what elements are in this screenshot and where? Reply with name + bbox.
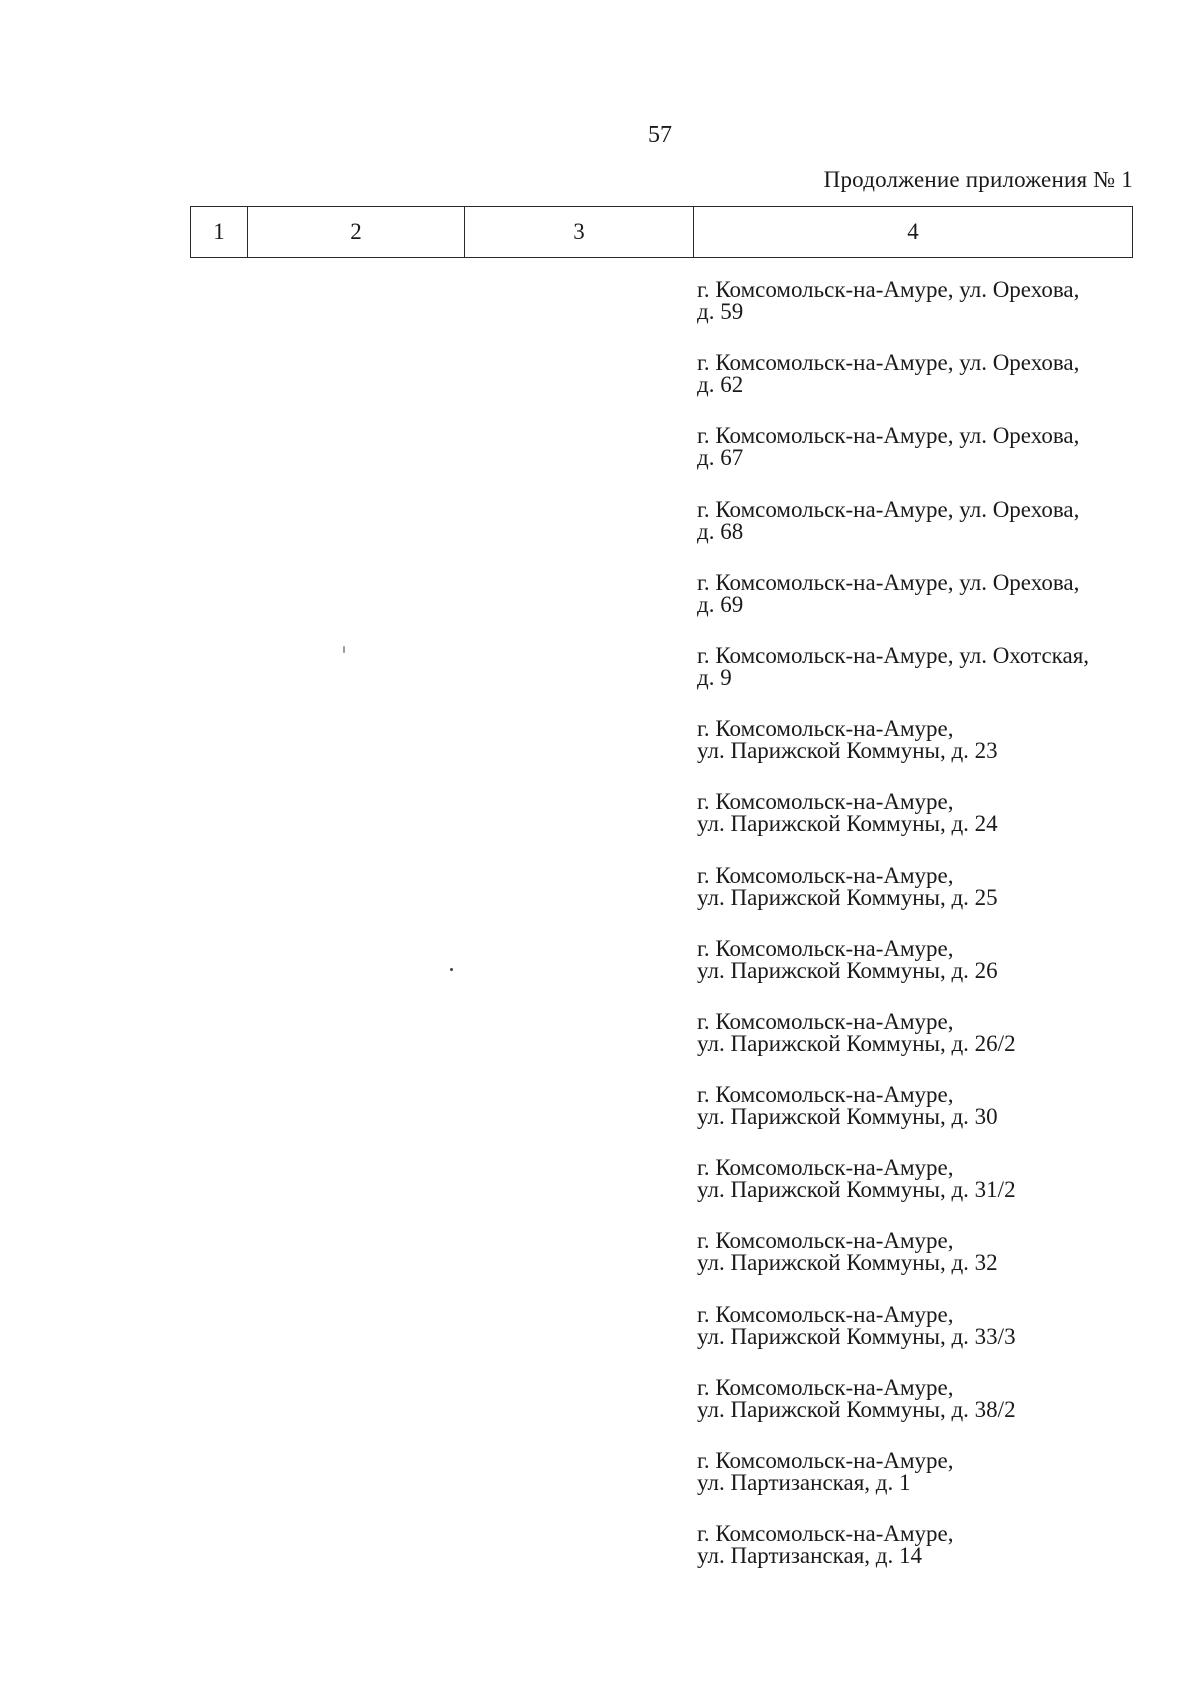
address-line-house: д. 9	[697, 664, 732, 690]
column-header-2: 2	[248, 207, 465, 258]
address-line-city: г. Комсомольск-на-Амуре,	[697, 716, 954, 742]
address-line-house: д. 68	[697, 518, 744, 544]
address-line-street: ул. Парижской Коммуны, д. 32	[697, 1250, 998, 1276]
address-line-street: ул. Парижской Коммуны, д. 31/2	[697, 1177, 1016, 1203]
address-entry	[697, 1301, 1137, 1377]
column-header-3: 3	[465, 207, 694, 258]
address-line-street: ул. Парижской Коммуны, д. 26/2	[697, 1030, 1016, 1056]
address-line-city: г. Комсомольск-на-Амуре,	[697, 1374, 954, 1400]
address-line-city: г. Комсомольск-на-Амуре, ул. Охотская,	[697, 642, 1090, 668]
address-line-street: ул. Парижской Коммуны, д. 26	[697, 957, 998, 983]
address-line-city: г. Комсомольск-на-Амуре,	[697, 1008, 954, 1034]
column-header-1: 1	[191, 207, 248, 258]
address-entry	[697, 279, 1137, 352]
scan-speck	[343, 646, 345, 653]
address-entry	[697, 496, 1137, 572]
address-line-street: ул. Парижской Коммуны, д. 25	[697, 884, 998, 910]
address-line-city: г. Комсомольск-на-Амуре,	[697, 1448, 954, 1473]
address-entry	[697, 1230, 1137, 1303]
address-entry	[697, 642, 1137, 718]
address-entry	[697, 935, 1137, 1011]
address-entry	[697, 718, 1137, 791]
address-line-street: ул. Парижской Коммуны, д. 30	[697, 1104, 998, 1130]
address-line-city: г. Комсомольск-на-Амуре,	[697, 862, 954, 888]
address-entry	[697, 1450, 1137, 1523]
address-entry	[697, 862, 1137, 938]
address-entry	[697, 569, 1137, 645]
address-entry	[697, 1523, 1137, 1596]
address-line-city: г. Комсомольск-на-Амуре,	[697, 1521, 954, 1547]
address-line-city: г. Комсомольск-на-Амуре,	[697, 1155, 954, 1181]
address-entry	[697, 1008, 1137, 1084]
column-header-table	[190, 206, 1133, 258]
column-header-row	[191, 207, 1133, 258]
address-line-city: г. Комсомольск-на-Амуре, ул. Орехова,	[697, 496, 1080, 522]
address-entry	[697, 425, 1137, 498]
address-entry	[697, 352, 1137, 425]
address-entry	[697, 1084, 1137, 1157]
address-entry	[697, 1157, 1137, 1230]
address-line-city: г. Комсомольск-на-Амуре, ул. Орехова,	[697, 423, 1080, 449]
address-line-city: г. Комсомольск-на-Амуре, ул. Орехова,	[697, 350, 1080, 376]
address-line-city: г. Комсомольск-на-Амуре,	[697, 789, 954, 815]
continuation-label: Продолжение приложения № 1	[823, 167, 1133, 192]
address-line-street: ул. Партизанская, д. 1	[697, 1470, 911, 1495]
address-line-city: г. Комсомольск-на-Амуре,	[697, 1082, 954, 1108]
address-entry	[697, 791, 1137, 864]
page-number: 57	[648, 122, 672, 148]
address-list	[697, 279, 1137, 1596]
address-line-street: ул. Парижской Коммуны, д. 24	[697, 811, 998, 837]
address-line-street: ул. Парижской Коммуны, д. 38/2	[697, 1396, 1016, 1422]
address-line-house: д. 69	[697, 591, 744, 617]
address-line-city: г. Комсомольск-на-Амуре, ул. Орехова,	[697, 277, 1080, 302]
address-line-city: г. Комсомольск-на-Амуре,	[697, 1228, 954, 1254]
address-line-city: г. Комсомольск-на-Амуре,	[697, 1301, 954, 1327]
column-header-4: 4	[694, 207, 1133, 258]
address-line-house: д. 59	[697, 299, 744, 324]
address-line-house: д. 67	[697, 445, 744, 471]
address-line-street: ул. Партизанская, д. 14	[697, 1543, 922, 1569]
scan-speck	[450, 968, 453, 971]
address-line-city: г. Комсомольск-на-Амуре, ул. Орехова,	[697, 569, 1080, 595]
address-line-street: ул. Парижской Коммуны, д. 23	[697, 738, 998, 764]
address-line-city: г. Комсомольск-на-Амуре,	[697, 935, 954, 961]
address-line-house: д. 62	[697, 372, 744, 398]
address-line-street: ул. Парижской Коммуны, д. 33/3	[697, 1323, 1016, 1349]
address-entry	[697, 1374, 1137, 1450]
